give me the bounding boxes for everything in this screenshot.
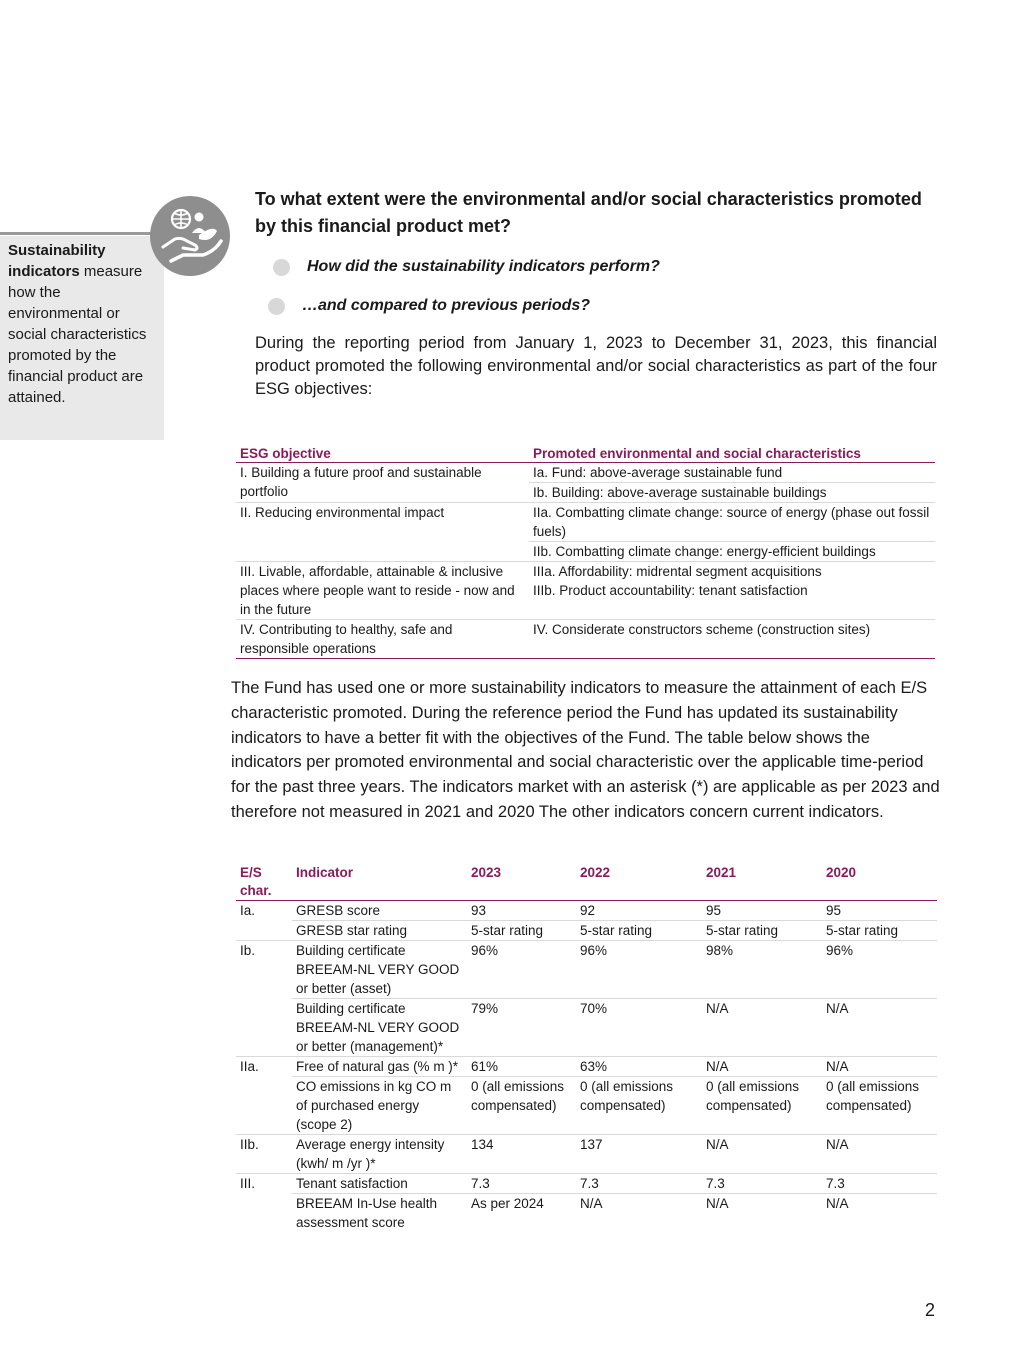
value-cell: 70% (576, 999, 702, 1057)
indicators-paragraph: The Fund has used one or more sustainability indicators to measure the attainment of each E/S characteristic promoted. During the reference period the Fund has updated its sustainability indicators to have a better fit with the objectives of the Fund. The table below shows the indicators per promoted environmental and social characteristic over the applicable time-period for the past three years. The indicators market with an asterisk (*) are applicable as per 2023 and therefore not measured in 2021 and 2020 The other indicators concern current indicators. (231, 679, 940, 821)
characteristic-cell: IIb. Combatting climate change: energy-efficient buildings (529, 542, 935, 562)
indicator-cell: GRESB star rating (292, 921, 467, 941)
column-header: ESG objective (236, 444, 529, 463)
characteristic-line: IIIb. Product accountability: tenant satisfaction (533, 583, 808, 598)
table-row (236, 620, 935, 659)
indicator-cell: Free of natural gas (% m )* (292, 1057, 467, 1077)
value-cell: 0 (all emissions compensated) (822, 1077, 937, 1135)
es-char-cell: III. (240, 1176, 256, 1191)
es-char-cell: IIa. (236, 1057, 292, 1135)
value-cell: 5-star rating (822, 921, 937, 941)
objective-cell: II. Reducing environmental impact (236, 503, 529, 562)
column-header: 2022 (576, 864, 702, 901)
bullet-text: …and compared to previous periods? (302, 297, 591, 314)
indicators-table-body (236, 901, 937, 1233)
value-cell: N/A (822, 1135, 937, 1174)
value-cell: 79% (467, 999, 576, 1057)
value-cell: 0 (all emissions compensated) (576, 1077, 702, 1135)
table-row (236, 1135, 937, 1174)
indicators-table (236, 864, 937, 1232)
indicator-cell: Average energy intensity (kwh/ m /yr )* (292, 1135, 467, 1174)
value-cell: 96% (467, 941, 576, 999)
indicator-cell: BREEAM In-Use health assessment score (296, 1196, 438, 1230)
characteristic-cell: IV. Considerate constructors scheme (construction sites) (529, 620, 935, 659)
value-cell: 137 (576, 1135, 702, 1174)
esg-objectives-table (236, 444, 935, 659)
table-row (236, 463, 935, 483)
sidebar-description: measure how the environmental or social characteristics promoted by the financial product are attained. (8, 263, 147, 406)
value-cell: N/A (826, 1196, 849, 1211)
value-cell: 96% (822, 941, 937, 999)
characteristic-line: IIIa. Affordability: midrental segment acquisitions (533, 564, 822, 579)
characteristic-cell: Ia. Fund: above-average sustainable fund (529, 463, 935, 483)
table-row (236, 1077, 937, 1135)
value-cell: N/A (580, 1196, 603, 1211)
table-header-row (236, 864, 937, 901)
value-cell: 5-star rating (702, 921, 822, 941)
characteristic-cell: Ib. Building: above-average sustainable buildings (529, 483, 935, 503)
value-cell: 7.3 (467, 1174, 576, 1194)
value-cell: N/A (822, 1057, 937, 1077)
value-cell: 134 (467, 1135, 576, 1174)
value-cell: 95 (822, 901, 937, 921)
indicator-cell: GRESB score (292, 901, 467, 921)
value-cell: N/A (702, 1135, 822, 1174)
bullet-dot-icon (268, 298, 285, 315)
column-header: 2020 (822, 864, 937, 901)
es-char-cell: Ia. (236, 901, 292, 941)
value-cell: 7.3 (822, 1174, 937, 1194)
value-cell: 7.3 (702, 1174, 822, 1194)
table-row (236, 1174, 937, 1194)
table-row (236, 1194, 937, 1233)
indicator-cell: CO emissions in kg CO m of purchased energy (scope 2) (292, 1077, 467, 1135)
table-row (236, 901, 937, 921)
sidebar-divider (0, 232, 165, 235)
value-cell: 0 (all emissions compensated) (702, 1077, 822, 1135)
indicator-cell: Building certificate BREEAM-NL VERY GOOD or better (management)* (292, 999, 467, 1057)
table-row (236, 921, 937, 941)
value-cell: N/A (702, 999, 822, 1057)
bullet-text: How did the sustainability indicators perform? (307, 258, 660, 275)
value-cell: 96% (576, 941, 702, 999)
objective-cell: I. Building a future proof and sustainable portfolio (236, 463, 529, 503)
value-cell: 5-star rating (576, 921, 702, 941)
value-cell: 63% (576, 1057, 702, 1077)
table-row (236, 1057, 937, 1077)
value-cell: 95 (702, 901, 822, 921)
value-cell: N/A (702, 1057, 822, 1077)
value-cell: 98% (702, 941, 822, 999)
sidebar-note (0, 236, 164, 440)
value-cell: N/A (822, 999, 937, 1057)
column-header: 2023 (467, 864, 576, 901)
indicator-cell: Building certificate BREEAM-NL VERY GOOD or better (asset) (292, 941, 467, 999)
es-char-cell: Ib. (236, 941, 292, 1057)
value-cell: As per 2024 (471, 1196, 544, 1211)
bullet-dot-icon (273, 259, 290, 276)
table-row (236, 562, 935, 620)
value-cell: 61% (467, 1057, 576, 1077)
sidebar-text (0, 236, 164, 408)
objective-cell: III. Livable, affordable, attainable & inclusive places where people want to reside - now and in the future (236, 562, 529, 620)
intro-paragraph: During the reporting period from January 1, 2023 to December 31, 2023, this financial product promoted the following environmental and/or social characteristics as part of the four ESG objectives: (255, 334, 937, 398)
indicator-cell: Tenant satisfaction (292, 1174, 467, 1194)
bullet-performance (273, 258, 660, 276)
sustainability-globe-hand-icon (149, 195, 231, 277)
value-cell: 0 (all emissions compensated) (467, 1077, 576, 1135)
value-cell: 92 (576, 901, 702, 921)
value-cell: 5-star rating (467, 921, 576, 941)
column-header: Promoted environmental and social characteristics (529, 444, 935, 463)
page-number: 2 (925, 1300, 936, 1320)
table-row (236, 503, 935, 542)
characteristic-cell (529, 562, 935, 620)
value-cell: N/A (706, 1196, 729, 1211)
es-char-cell: IIb. (236, 1135, 292, 1174)
question-title: To what extent were the environmental and/or social characteristics promoted by this financial product met? (255, 189, 922, 236)
column-header: 2021 (702, 864, 822, 901)
characteristic-cell: IIa. Combatting climate change: source of energy (phase out fossil fuels) (529, 503, 935, 542)
bullet-comparison (268, 297, 590, 315)
table-row (236, 941, 937, 999)
column-header: E/S char. (236, 864, 292, 901)
table-header-row (236, 444, 935, 463)
value-cell: 93 (467, 901, 576, 921)
sidebar-bold-term: Sustainability indicators (8, 242, 106, 280)
column-header: Indicator (292, 864, 467, 901)
value-cell: 7.3 (576, 1174, 702, 1194)
table-row (236, 999, 937, 1057)
objective-cell: IV. Contributing to healthy, safe and responsible operations (236, 620, 529, 659)
